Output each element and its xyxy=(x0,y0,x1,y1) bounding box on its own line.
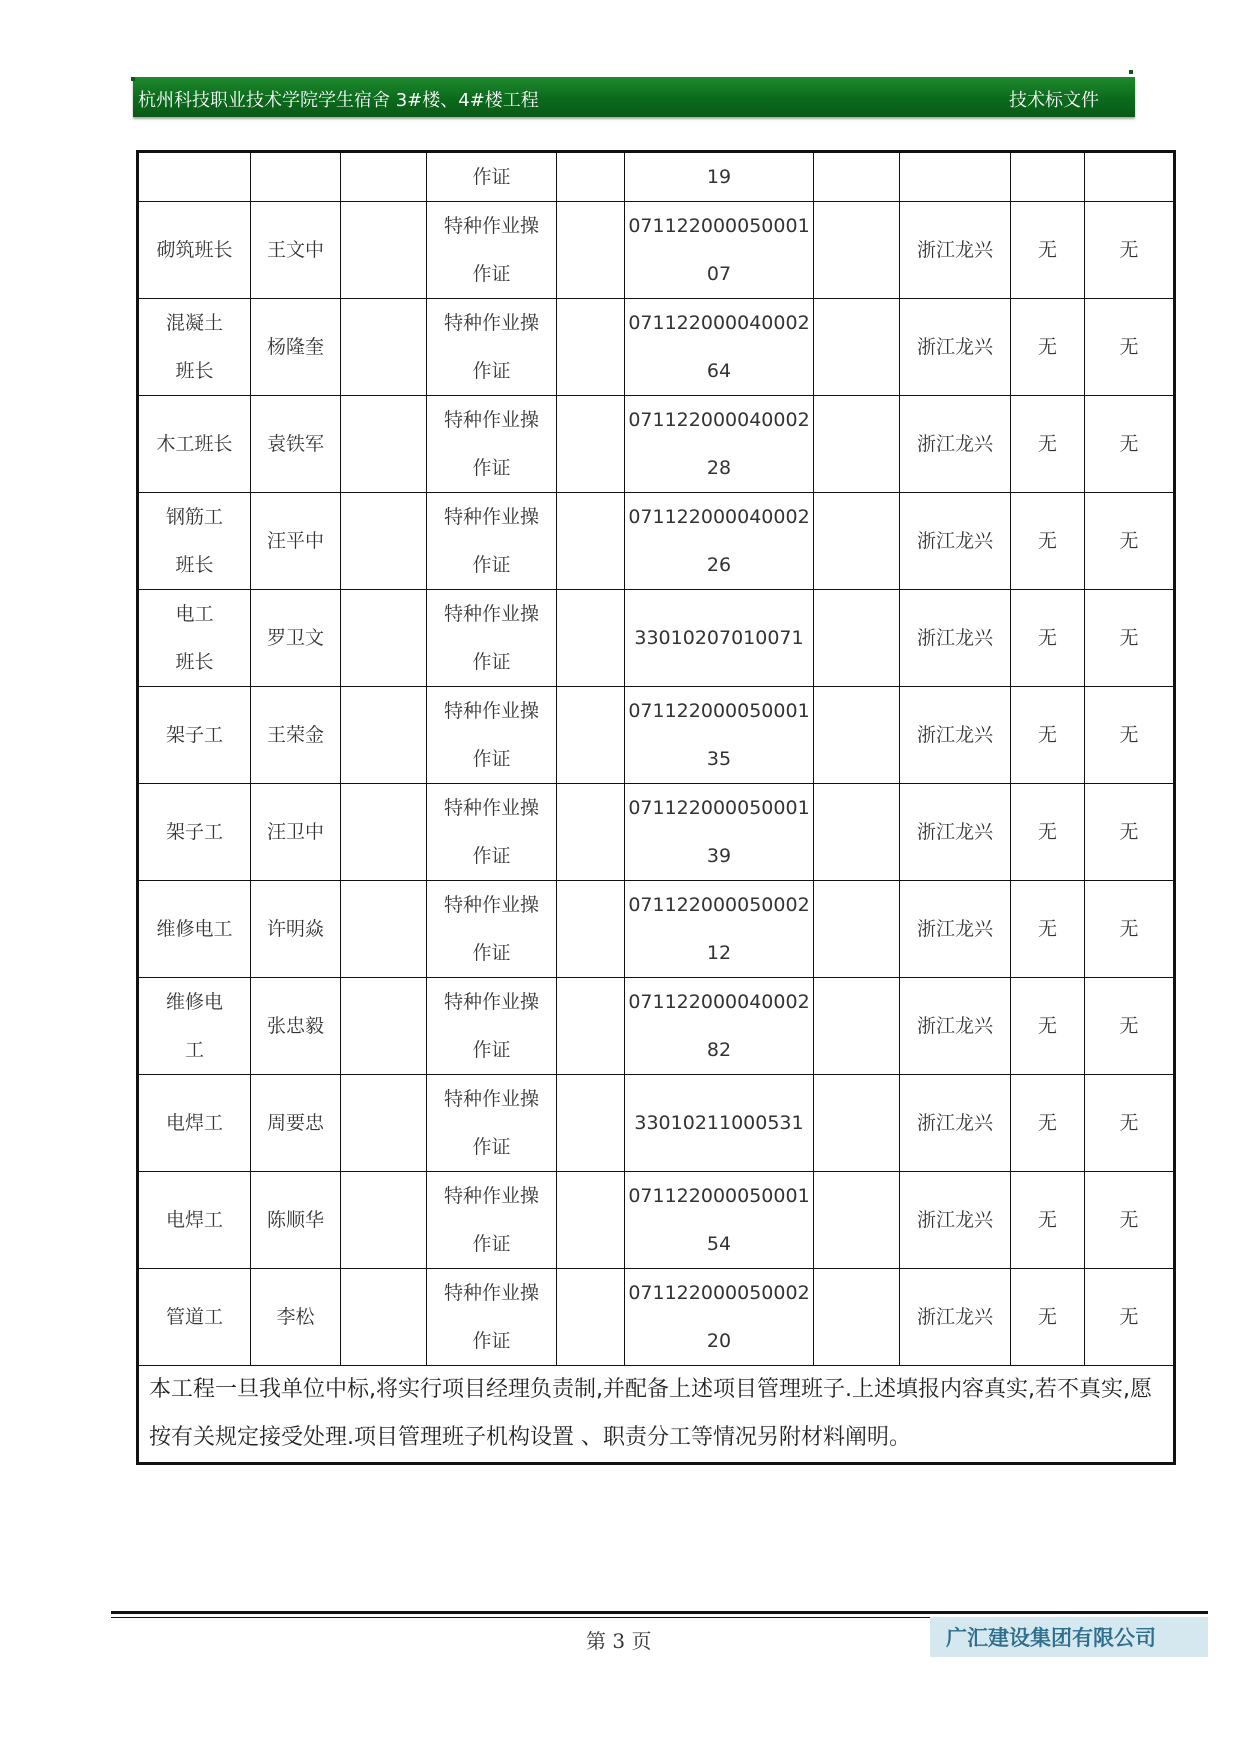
cert-no-cell: 19 xyxy=(625,152,814,202)
cell-line: 64 xyxy=(706,360,732,382)
status-cell: 无 xyxy=(1085,881,1175,978)
table-cell xyxy=(341,202,427,299)
cert-no-cell xyxy=(625,784,814,881)
cell-line: 钢筋工 xyxy=(165,506,223,528)
table-cell xyxy=(557,152,625,202)
cell-line: 特种作业操 xyxy=(443,1282,539,1304)
table-cell xyxy=(557,978,625,1075)
cell-line: 特种作业操 xyxy=(443,215,539,237)
unit-cell: 浙江龙兴 xyxy=(900,881,1011,978)
unit-cell: 浙江龙兴 xyxy=(900,396,1011,493)
unit-cell: 浙江龙兴 xyxy=(900,1269,1011,1366)
status-cell: 无 xyxy=(1085,202,1175,299)
table-cell xyxy=(251,152,341,202)
status-cell: 无 xyxy=(1011,1269,1085,1366)
name-cell: 陈顺华 xyxy=(251,1172,341,1269)
position-cell xyxy=(138,299,251,396)
table-row xyxy=(138,1075,1175,1172)
unit-cell: 浙江龙兴 xyxy=(900,978,1011,1075)
table-cell xyxy=(557,784,625,881)
table-cell xyxy=(557,1075,625,1172)
table-cell xyxy=(557,881,625,978)
position-cell xyxy=(138,1075,251,1172)
cell-line: 071122000050002 xyxy=(628,894,810,916)
table-cell xyxy=(814,493,900,590)
cell-line: 管道工 xyxy=(165,1306,223,1328)
table-row xyxy=(138,299,1175,396)
cell-line: 作证 xyxy=(472,748,511,770)
cert-name-cell xyxy=(427,590,557,687)
cell-line: 班长 xyxy=(175,651,214,673)
cert-name-cell xyxy=(427,881,557,978)
status-cell: 无 xyxy=(1085,396,1175,493)
table-row xyxy=(138,687,1175,784)
cert-no-cell xyxy=(625,202,814,299)
cell-line: 39 xyxy=(706,845,732,867)
table-cell xyxy=(814,1269,900,1366)
table-cell xyxy=(814,881,900,978)
table-cell xyxy=(1085,152,1175,202)
unit-cell: 浙江龙兴 xyxy=(900,590,1011,687)
table-row xyxy=(138,202,1175,299)
cell-line: 特种作业操 xyxy=(443,1185,539,1207)
cell-line: 作证 xyxy=(472,1039,511,1061)
status-cell: 无 xyxy=(1011,299,1085,396)
cell-line: 电焊工 xyxy=(165,1209,223,1231)
table-cell xyxy=(557,1269,625,1366)
cert-no-cell xyxy=(625,881,814,978)
cell-line: 木工班长 xyxy=(156,433,233,455)
status-cell: 无 xyxy=(1011,1172,1085,1269)
table-row xyxy=(138,881,1175,978)
status-cell: 无 xyxy=(1085,590,1175,687)
cell-line: 作证 xyxy=(472,360,511,382)
cell-line: 作证 xyxy=(472,1233,511,1255)
cell-line: 班长 xyxy=(175,554,214,576)
cell-line: 071122000040002 xyxy=(628,409,810,431)
table-cell xyxy=(557,396,625,493)
unit-cell: 浙江龙兴 xyxy=(900,687,1011,784)
position-cell xyxy=(138,396,251,493)
cert-name-cell xyxy=(427,202,557,299)
cell-line: 工 xyxy=(184,1039,204,1061)
name-cell: 张忠毅 xyxy=(251,978,341,1075)
position-cell xyxy=(138,1172,251,1269)
table-cell xyxy=(341,784,427,881)
cell-line: 架子工 xyxy=(165,821,223,843)
name-cell: 许明焱 xyxy=(251,881,341,978)
cell-line: 砌筑班长 xyxy=(156,239,233,261)
status-cell: 无 xyxy=(1085,1075,1175,1172)
cell-line: 特种作业操 xyxy=(443,894,539,916)
name-cell: 李松 xyxy=(251,1269,341,1366)
cert-no-cell xyxy=(625,687,814,784)
table-cell xyxy=(814,590,900,687)
cert-no-cell xyxy=(625,299,814,396)
position-cell xyxy=(138,1269,251,1366)
cert-name-cell xyxy=(427,493,557,590)
status-cell: 无 xyxy=(1085,299,1175,396)
cell-line: 28 xyxy=(706,457,732,479)
name-cell: 杨隆奎 xyxy=(251,299,341,396)
table-row xyxy=(138,978,1175,1075)
cert-no-cell xyxy=(625,590,814,687)
position-cell xyxy=(138,493,251,590)
company-name: 广汇建设集团有限公司 xyxy=(946,1626,1156,1650)
table-cell xyxy=(341,978,427,1075)
cert-no-cell xyxy=(625,1075,814,1172)
cell-line: 071122000040002 xyxy=(628,312,810,334)
document-title: 杭州科技职业技术学院学生宿舍 3#楼、4#楼工程 xyxy=(138,90,539,111)
cell-line: 071122000050001 xyxy=(628,797,810,819)
cell-line: 特种作业操 xyxy=(443,506,539,528)
cell-line: 54 xyxy=(706,1233,732,1255)
position-cell xyxy=(138,590,251,687)
unit-cell: 浙江龙兴 xyxy=(900,493,1011,590)
status-cell: 无 xyxy=(1011,881,1085,978)
commitment-note: 本工程一旦我单位中标,将实行项目经理负责制,并配备上述项目管理班子.上述填报内容真实,若不真实,愿按有关规定接受处理.项目管理班子机构设置 、职责分工等情况另附材料阐明。 xyxy=(138,1366,1175,1464)
name-cell: 罗卫文 xyxy=(251,590,341,687)
table-cell xyxy=(557,493,625,590)
table-cell xyxy=(341,881,427,978)
table-cell xyxy=(341,1172,427,1269)
table-cell xyxy=(557,1172,625,1269)
status-cell: 无 xyxy=(1085,1269,1175,1366)
status-cell: 无 xyxy=(1085,687,1175,784)
table-cell xyxy=(341,687,427,784)
table-row xyxy=(138,396,1175,493)
cell-line: 班长 xyxy=(175,360,214,382)
cell-line: 071122000050002 xyxy=(628,1282,810,1304)
name-cell: 周要忠 xyxy=(251,1075,341,1172)
cell-line: 071122000050001 xyxy=(628,1185,810,1207)
cell-line: 82 xyxy=(706,1039,732,1061)
cell-line: 特种作业操 xyxy=(443,312,539,334)
table-cell xyxy=(557,202,625,299)
status-cell: 无 xyxy=(1011,202,1085,299)
cell-line: 作证 xyxy=(472,651,511,673)
name-cell: 袁铁军 xyxy=(251,396,341,493)
table-cell xyxy=(1011,152,1085,202)
cert-no-cell xyxy=(625,1172,814,1269)
cert-no-cell xyxy=(625,1269,814,1366)
position-cell xyxy=(138,881,251,978)
name-cell: 王文中 xyxy=(251,202,341,299)
table-cell xyxy=(341,1075,427,1172)
table-cell xyxy=(814,687,900,784)
cert-name-cell xyxy=(427,396,557,493)
table-cell xyxy=(814,978,900,1075)
cell-line: 作证 xyxy=(472,942,511,964)
position-cell xyxy=(138,202,251,299)
cell-line: 电焊工 xyxy=(165,1112,223,1134)
header-corner-mark xyxy=(131,77,135,81)
cell-line: 071122000050001 xyxy=(628,215,810,237)
table-cell xyxy=(814,396,900,493)
unit-cell: 浙江龙兴 xyxy=(900,202,1011,299)
status-cell: 无 xyxy=(1085,493,1175,590)
name-cell: 王荣金 xyxy=(251,687,341,784)
table-row xyxy=(138,784,1175,881)
status-cell: 无 xyxy=(1011,590,1085,687)
cell-line: 作证 xyxy=(472,554,511,576)
page-number: 第 3 页 xyxy=(586,1629,652,1653)
name-cell: 汪卫中 xyxy=(251,784,341,881)
table-cell xyxy=(900,152,1011,202)
cell-line: 071122000050001 xyxy=(628,700,810,722)
cell-line: 26 xyxy=(706,554,732,576)
cert-name-cell xyxy=(427,978,557,1075)
cell-line: 电工 xyxy=(175,603,214,625)
table-cell xyxy=(341,590,427,687)
cert-name-cell xyxy=(427,784,557,881)
unit-cell: 浙江龙兴 xyxy=(900,784,1011,881)
cell-line: 特种作业操 xyxy=(443,991,539,1013)
position-cell xyxy=(138,978,251,1075)
status-cell: 无 xyxy=(1085,978,1175,1075)
table-cell xyxy=(814,202,900,299)
cell-line: 混凝土 xyxy=(165,312,223,334)
status-cell: 无 xyxy=(1011,396,1085,493)
footer-rule xyxy=(111,1611,1208,1614)
position-cell xyxy=(138,687,251,784)
cell-line: 35 xyxy=(706,748,732,770)
cell-line: 12 xyxy=(706,942,732,964)
table-row xyxy=(138,493,1175,590)
header-corner-mark xyxy=(1129,70,1133,74)
cell-line: 作证 xyxy=(472,845,511,867)
table-row xyxy=(138,152,1175,202)
status-cell: 无 xyxy=(1011,978,1085,1075)
status-cell: 无 xyxy=(1085,1172,1175,1269)
cert-no-cell xyxy=(625,493,814,590)
cert-name-cell xyxy=(427,1269,557,1366)
cell-line: 33010211000531 xyxy=(634,1112,804,1134)
table-cell xyxy=(341,396,427,493)
table-cell xyxy=(814,1172,900,1269)
table-cell xyxy=(814,1075,900,1172)
document-type-label: 技术标文件 xyxy=(1009,90,1099,111)
cell-line: 特种作业操 xyxy=(443,797,539,819)
table-cell xyxy=(341,299,427,396)
cell-line: 20 xyxy=(706,1330,732,1352)
cert-name-cell xyxy=(427,1172,557,1269)
table-row xyxy=(138,1172,1175,1269)
table-row xyxy=(138,1366,1175,1464)
cell-line: 特种作业操 xyxy=(443,1088,539,1110)
unit-cell: 浙江龙兴 xyxy=(900,1075,1011,1172)
table-cell xyxy=(557,299,625,396)
cell-line: 特种作业操 xyxy=(443,700,539,722)
cert-name-cell xyxy=(427,299,557,396)
personnel-table xyxy=(136,150,1176,1465)
cert-name-cell xyxy=(427,687,557,784)
cell-line: 架子工 xyxy=(165,724,223,746)
cell-line: 作证 xyxy=(472,1330,511,1352)
table-row xyxy=(138,590,1175,687)
status-cell: 无 xyxy=(1011,493,1085,590)
table-cell xyxy=(814,784,900,881)
status-cell: 无 xyxy=(1011,687,1085,784)
cell-line: 作证 xyxy=(472,1136,511,1158)
cell-line: 特种作业操 xyxy=(443,409,539,431)
name-cell: 汪平中 xyxy=(251,493,341,590)
cert-no-cell xyxy=(625,396,814,493)
cell-line: 作证 xyxy=(472,263,511,285)
table-cell xyxy=(557,687,625,784)
table-row xyxy=(138,1269,1175,1366)
cell-line: 33010207010071 xyxy=(634,627,804,649)
status-cell: 无 xyxy=(1011,784,1085,881)
table-cell xyxy=(341,1269,427,1366)
cell-line: 特种作业操 xyxy=(443,603,539,625)
cell-line: 07 xyxy=(706,263,732,285)
table-cell xyxy=(341,493,427,590)
cert-no-cell xyxy=(625,978,814,1075)
cell-line: 维修电工 xyxy=(156,918,233,940)
cert-name-cell xyxy=(427,1075,557,1172)
table-cell xyxy=(341,152,427,202)
status-cell: 无 xyxy=(1085,784,1175,881)
unit-cell: 浙江龙兴 xyxy=(900,299,1011,396)
unit-cell: 浙江龙兴 xyxy=(900,1172,1011,1269)
cell-line: 作证 xyxy=(472,457,511,479)
table-cell xyxy=(814,299,900,396)
table-cell xyxy=(557,590,625,687)
cell-line: 维修电 xyxy=(165,991,223,1013)
position-cell xyxy=(138,784,251,881)
cell-line: 071122000040002 xyxy=(628,506,810,528)
table-cell xyxy=(814,152,900,202)
cell-line: 071122000040002 xyxy=(628,991,810,1013)
cert-name-cell: 作证 xyxy=(427,152,557,202)
table-cell xyxy=(138,152,251,202)
status-cell: 无 xyxy=(1011,1075,1085,1172)
